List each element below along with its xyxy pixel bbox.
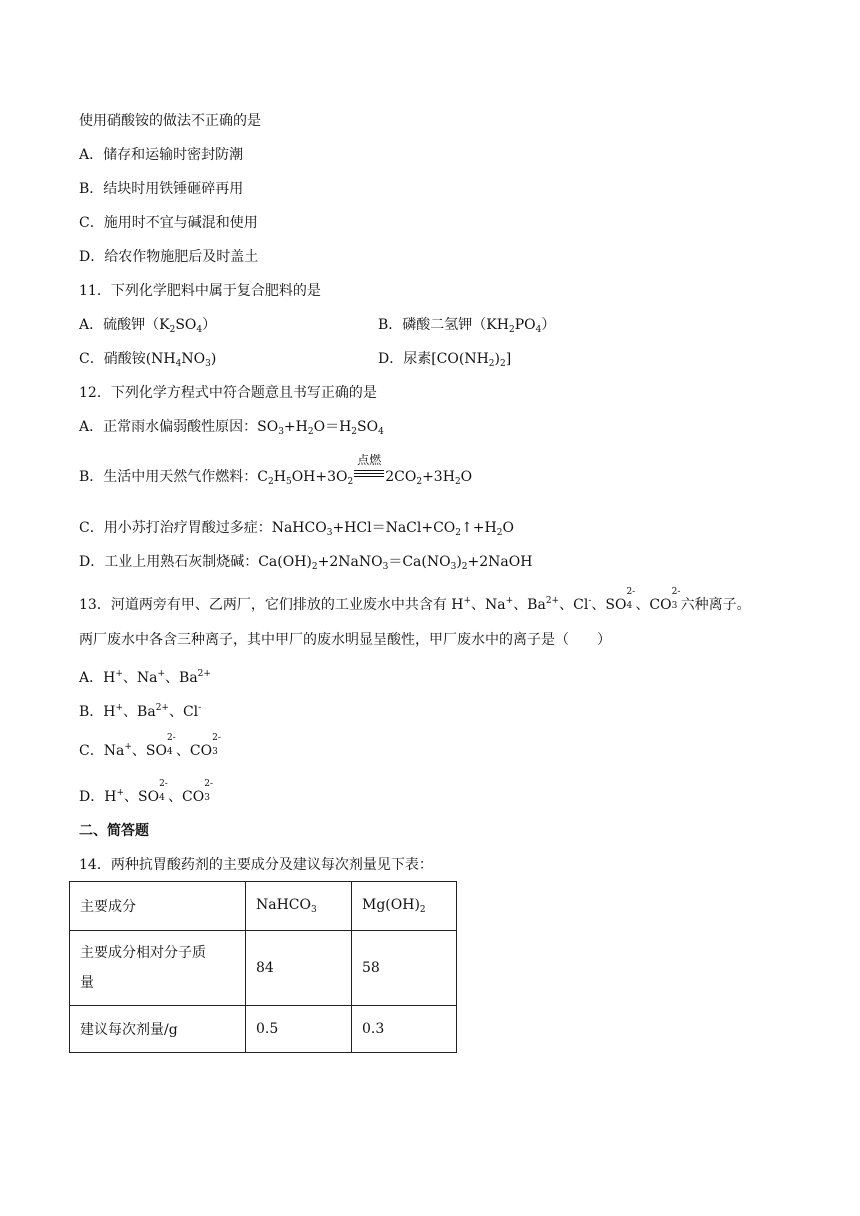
table-row: [70, 1006, 457, 1053]
section-title: 二、简答题: [79, 823, 149, 839]
q13-option-b: B．H+、$Ba^{2+}$、Cl-: [79, 703, 202, 720]
q10-option-d: D．给农作物施肥后及时盖土: [79, 249, 259, 265]
q10-option-a: A．储存和运输时密封防潮: [79, 147, 244, 163]
table-cell: 主要成分相对分子质 量: [70, 931, 246, 1006]
table-cell: 建议每次剂量/g: [70, 1006, 246, 1053]
q13-option-d: D．H+、SO 2- 4 、CO 2- 3: [79, 779, 214, 805]
q14-stem: 14．两种抗胃酸药剂的主要成分及建议每次剂量见下表：: [79, 857, 433, 873]
q10-option-c: C．施用时不宜与碱混和使用: [79, 215, 258, 231]
table-cell: 主要成分: [70, 882, 246, 931]
q11-option-c: C．硝酸铵$(NH_4NO_3)$: [79, 351, 217, 369]
q12-option-b: B．生活中用天然气作燃料：$C_2H_5OH+3O_2$ 点燃 $2CO_2+3H_2O$: [79, 453, 473, 487]
q12-option-a: A．正常雨水偏弱酸性原因：$SO_3+H_2O=H_2SO_4$: [79, 419, 384, 437]
q10-option-b: B．结块时用铁锤砸碎再用: [79, 181, 244, 197]
q13-stem: 13．河道两旁有甲、乙两厂，它们排放的工业废水中共含有 H+、Na+、$Ba^{2+}$、Cl-、SO 2- 4 、CO 2- 3 六种离子。: [79, 587, 751, 613]
q11-stem: 11．下列化学肥料中属于复合肥料的是: [79, 283, 321, 299]
q11-option-d: D．尿素$[CO(NH_2)_2]$: [378, 351, 512, 369]
table-cell: 84: [246, 931, 352, 1006]
q11-option-a: A．硫酸钾$(K_2SO_4)$: [79, 317, 217, 335]
table-cell: 0.3: [352, 1006, 457, 1053]
table-cell: $Mg(OH)_2$: [352, 882, 457, 931]
q13-stem-line2: 两厂废水中各含三种离子，其中甲厂的废水明显呈酸性，甲厂废水中的离子是（ ）: [79, 632, 611, 648]
table-row: [70, 931, 457, 1006]
table-cell: 58: [352, 931, 457, 1006]
q12-option-d: D．工业上用熟石灰制烧碱：$Ca(OH)_2+2NaNO_3=Ca(NO_3)_2+2NaOH$: [79, 554, 533, 572]
reaction-condition: 点燃: [353, 467, 385, 487]
q10-stem: 使用硝酸铵的做法不正确的是: [79, 113, 261, 129]
q13-option-a: A．H+、Na+、$Ba^{2+}$: [79, 669, 211, 686]
dosage-table: [69, 881, 457, 1053]
table-cell: 0.5: [246, 1006, 352, 1053]
table-cell: NaHCO$_3$: [246, 882, 352, 931]
q13-option-c: C．Na+、SO 2- 4 、CO 2- 3: [79, 733, 221, 759]
q12-stem: 12．下列化学方程式中符合题意且书写正确的是: [79, 385, 377, 401]
q12-option-c: C．用小苏打治疗胃酸过多症：$NaHCO_3+HCl=NaCl+CO_2↑+H_2O$: [79, 520, 514, 538]
q11-option-b: B．磷酸二氢钾$(KH_2PO_4)$: [378, 317, 556, 335]
table-row: [70, 882, 457, 931]
